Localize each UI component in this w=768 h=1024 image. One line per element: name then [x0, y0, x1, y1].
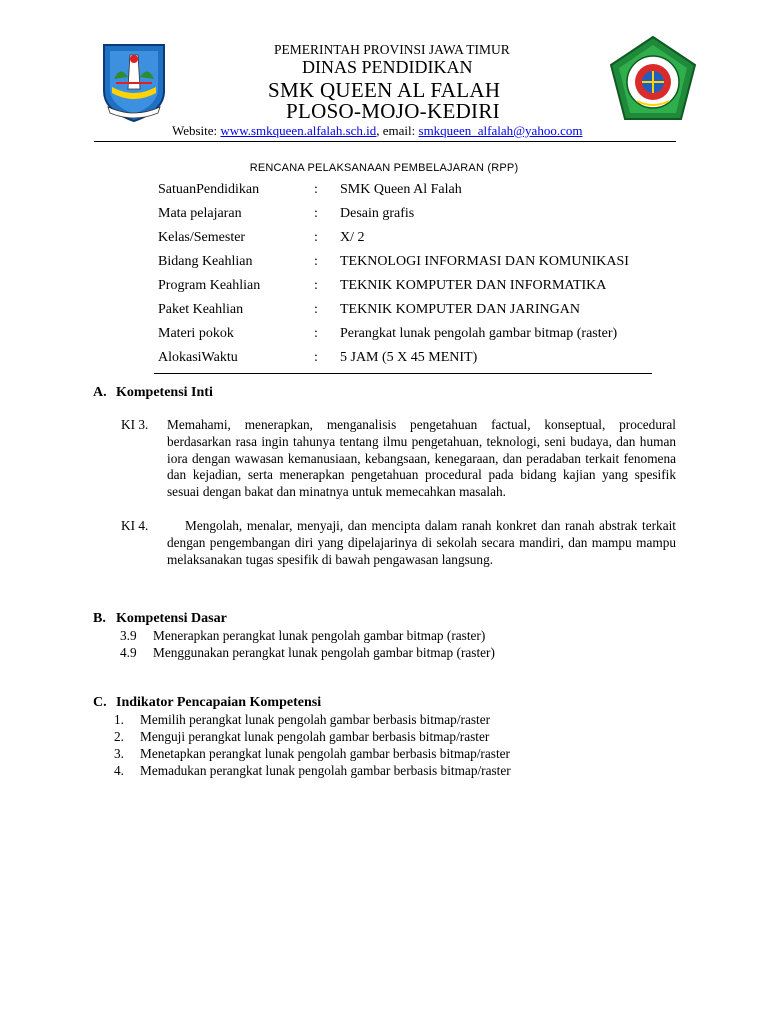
section-letter: B. [93, 611, 106, 626]
info-separator: : [314, 326, 318, 341]
info-label: Program Keahlian [158, 278, 261, 293]
indicator-number: 3. [114, 746, 124, 761]
email-link[interactable]: smkqueen_alfalah@yahoo.com [418, 123, 583, 138]
indicator-text: Menetapkan perangkat lunak pengolah gambar berbasis bitmap/raster [140, 746, 510, 761]
info-label: Bidang Keahlian [158, 254, 253, 269]
school-location: PLOSO-MOJO-KEDIRI [286, 99, 500, 123]
section-letter: C. [93, 695, 107, 710]
section-title: Kompetensi Inti [116, 385, 213, 400]
info-value: Desain grafis [340, 206, 415, 221]
info-value: TEKNIK KOMPUTER DAN INFORMATIKA [340, 278, 607, 293]
indicator-text: Memadukan perangkat lunak pengolah gambar berbasis bitmap/raster [140, 763, 511, 778]
ki-text: Memahami, menerapkan, menganalisis pengetahuan factual, konseptual, procedural berdasarkan rasa ingin tahunya tentang ilmu pengetahuan, teknologi, seni budaya, dan human iora dengan wawasan kemanusiaan, kebangsaan, kenegaraan, dan peradaban terkait fenomena dan kejadian, serta menerapkan pengetahuan procedural pada bidang kajian yang spesifik sesuai dengan bakat dan minatnya untuk memecahkan masalah. [167, 417, 676, 500]
info-separator: : [314, 182, 318, 197]
indicator-item [114, 729, 489, 745]
kd-number: 4.9 [120, 645, 137, 660]
indicator-text: Memilih perangkat lunak pengolah gambar berbasis bitmap/raster [140, 712, 491, 727]
info-separator: : [314, 254, 318, 269]
indicator-number: 2. [114, 729, 124, 744]
indicator-number: 4. [114, 763, 124, 778]
ki-number: KI 3. [121, 417, 149, 432]
contact-line [172, 123, 582, 139]
section-a-heading [93, 385, 213, 401]
header-divider [94, 141, 676, 142]
section-b-heading [93, 611, 227, 627]
indicator-item [114, 712, 490, 728]
info-label: Kelas/Semester [158, 230, 246, 245]
school-emblem-logo [607, 35, 699, 123]
section-title: Indikator Pencapaian Kompetensi [116, 695, 322, 710]
section-c-heading [93, 695, 321, 711]
ki-text: Mengolah, menalar, menyaji, dan mencipta dalam ranah konkret dan ranah abstrak terkait dengan pengembangan diri yang dipelajarinya di sekolah secara mandiri, dan mampu mampu melaksanakan tugas spesifik di bawah pengawasan langsung. [167, 518, 676, 567]
info-label: Paket Keahlian [158, 302, 244, 317]
kd-item [120, 645, 495, 661]
section-letter: A. [93, 385, 107, 400]
info-value: TEKNOLOGI INFORMASI DAN KOMUNIKASI [340, 254, 629, 269]
info-value: TEKNIK KOMPUTER DAN JARINGAN [340, 302, 580, 317]
website-label: Website: [172, 123, 218, 138]
document-title: RENCANA PELAKSANAAN PEMBELAJARAN (RPP) [249, 162, 519, 174]
info-value: X/ 2 [340, 230, 365, 245]
indicator-item [114, 763, 511, 779]
info-separator: : [314, 206, 318, 221]
ki-item [121, 417, 676, 501]
indicator-text: Menguji perangkat lunak pengolah gambar berbasis bitmap/raster [140, 729, 490, 744]
info-label: SatuanPendidikan [158, 182, 260, 197]
kd-number: 3.9 [120, 628, 137, 643]
ki-number: KI 4. [121, 518, 149, 533]
school-name: SMK QUEEN AL FALAH [268, 78, 501, 102]
east-java-emblem-logo [96, 39, 172, 123]
info-label: AlokasiWaktu [158, 350, 238, 365]
info-label: Materi pokok [158, 326, 234, 341]
government-name: PEMERINTAH PROVINSI JAWA TIMUR [274, 42, 510, 57]
kd-text: Menggunakan perangkat lunak pengolah gambar bitmap (raster) [153, 645, 495, 660]
info-separator: : [314, 230, 318, 245]
info-divider [154, 373, 652, 374]
kd-item [120, 628, 485, 644]
department-name: DINAS PENDIDIKAN [302, 57, 473, 77]
kd-text: Menerapkan perangkat lunak pengolah gambar bitmap (raster) [153, 628, 486, 643]
info-value: 5 JAM (5 X 45 MENIT) [340, 350, 478, 365]
info-value: Perangkat lunak pengolah gambar bitmap (raster) [340, 326, 618, 341]
info-separator: : [314, 302, 318, 317]
info-separator: : [314, 278, 318, 293]
email-label: , email: [376, 123, 416, 138]
info-label: Mata pelajaran [158, 206, 242, 221]
website-link[interactable]: www.smkqueen.alfalah.sch.id [220, 123, 377, 138]
info-separator: : [314, 350, 318, 365]
info-value: SMK Queen Al Falah [340, 182, 462, 197]
indicator-item [114, 746, 510, 762]
indicator-number: 1. [114, 712, 124, 727]
section-title: Kompetensi Dasar [116, 611, 227, 626]
ki-item [121, 518, 676, 568]
